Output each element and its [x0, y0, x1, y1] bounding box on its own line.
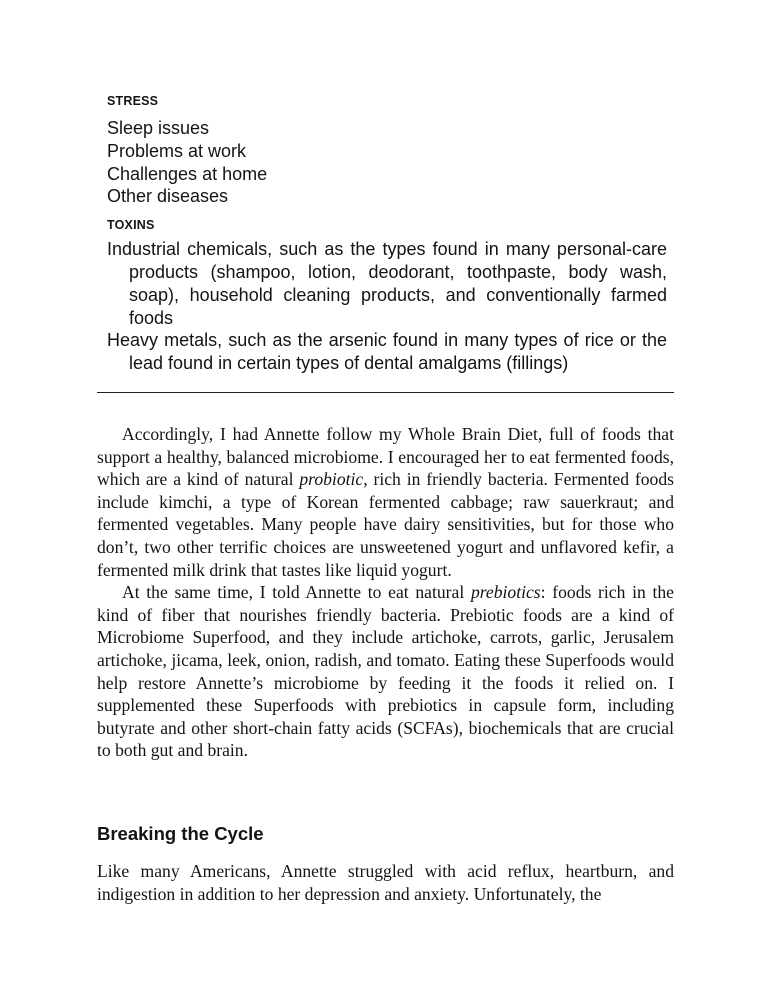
paragraph: [97, 581, 674, 762]
emphasis-text: probiotic: [299, 469, 364, 490]
paragraph-text: : foods rich in the kind of fiber that nourishes friendly bacteria. Prebiotic foods are a kind of Microbiome Superfood, and they include artichoke, carrots, garlic, Jerusalem artichoke, jicama, leek, onion, radish, and tomato. Eating these Superfoods would help restore Annette’s microbiome by feeding it the foods it relied on. I supplemented these Superfoods with prebiotics in capsule form, including butyrate and other short-chain fatty acids (SCFAs), biochemicals that are crucial to both gut and brain.: [97, 582, 674, 761]
list-item: Sleep issues: [107, 118, 210, 138]
section-body: [97, 860, 674, 905]
section-title: Breaking the Cycle: [97, 823, 264, 844]
body-text: [97, 423, 674, 762]
emphasis-text: prebiotics: [470, 582, 541, 603]
stress-heading: STRESS: [107, 94, 159, 108]
paragraph-text: , rich in friendly bacteria. Fermented foods include kimchi, a type of Korean fermented cabbage; raw sauerkraut; and fermented vegetables. Many people have dairy sensitivities, but for those who don’t, two other terrific choices are unsweetened yogurt and unflavored kefir, a fermented milk drink that tastes like liquid yogurt.: [97, 469, 674, 580]
list-item: Heavy metals, such as the arsenic found in many types of rice or the lead found in certain types of dental amalgams (fillings): [107, 330, 667, 374]
list-item: Challenges at home: [107, 163, 268, 184]
toxins-heading: TOXINS: [107, 218, 155, 233]
paragraph-text: Accordingly, I had Annette follow my Whole Brain Diet, full of foods that support a healthy, balanced microbiome. I encouraged her to eat fermented foods, which are a kind of natural: [97, 424, 674, 490]
list-item: Industrial chemicals, such as the types found in many personal-care products (shampoo, lotion, deodorant, toothpaste, body wash, soap), household cleaning products, and conventionally farmed foods: [107, 239, 667, 328]
list-item: Problems at work: [107, 140, 247, 161]
stress-list: [107, 117, 667, 208]
sidebar-box: [107, 92, 667, 375]
paragraph: [97, 423, 674, 581]
sidebar-divider: [97, 392, 674, 393]
list-item: Other diseases: [107, 186, 229, 207]
toxins-list: [107, 238, 667, 375]
paragraph-text: At the same time, I told Annette to eat natural: [122, 582, 471, 603]
paragraph: Like many Americans, Annette struggled with acid reflux, heartburn, and indigestion in addition to her depression and anxiety. Unfortunately, the: [97, 861, 674, 904]
